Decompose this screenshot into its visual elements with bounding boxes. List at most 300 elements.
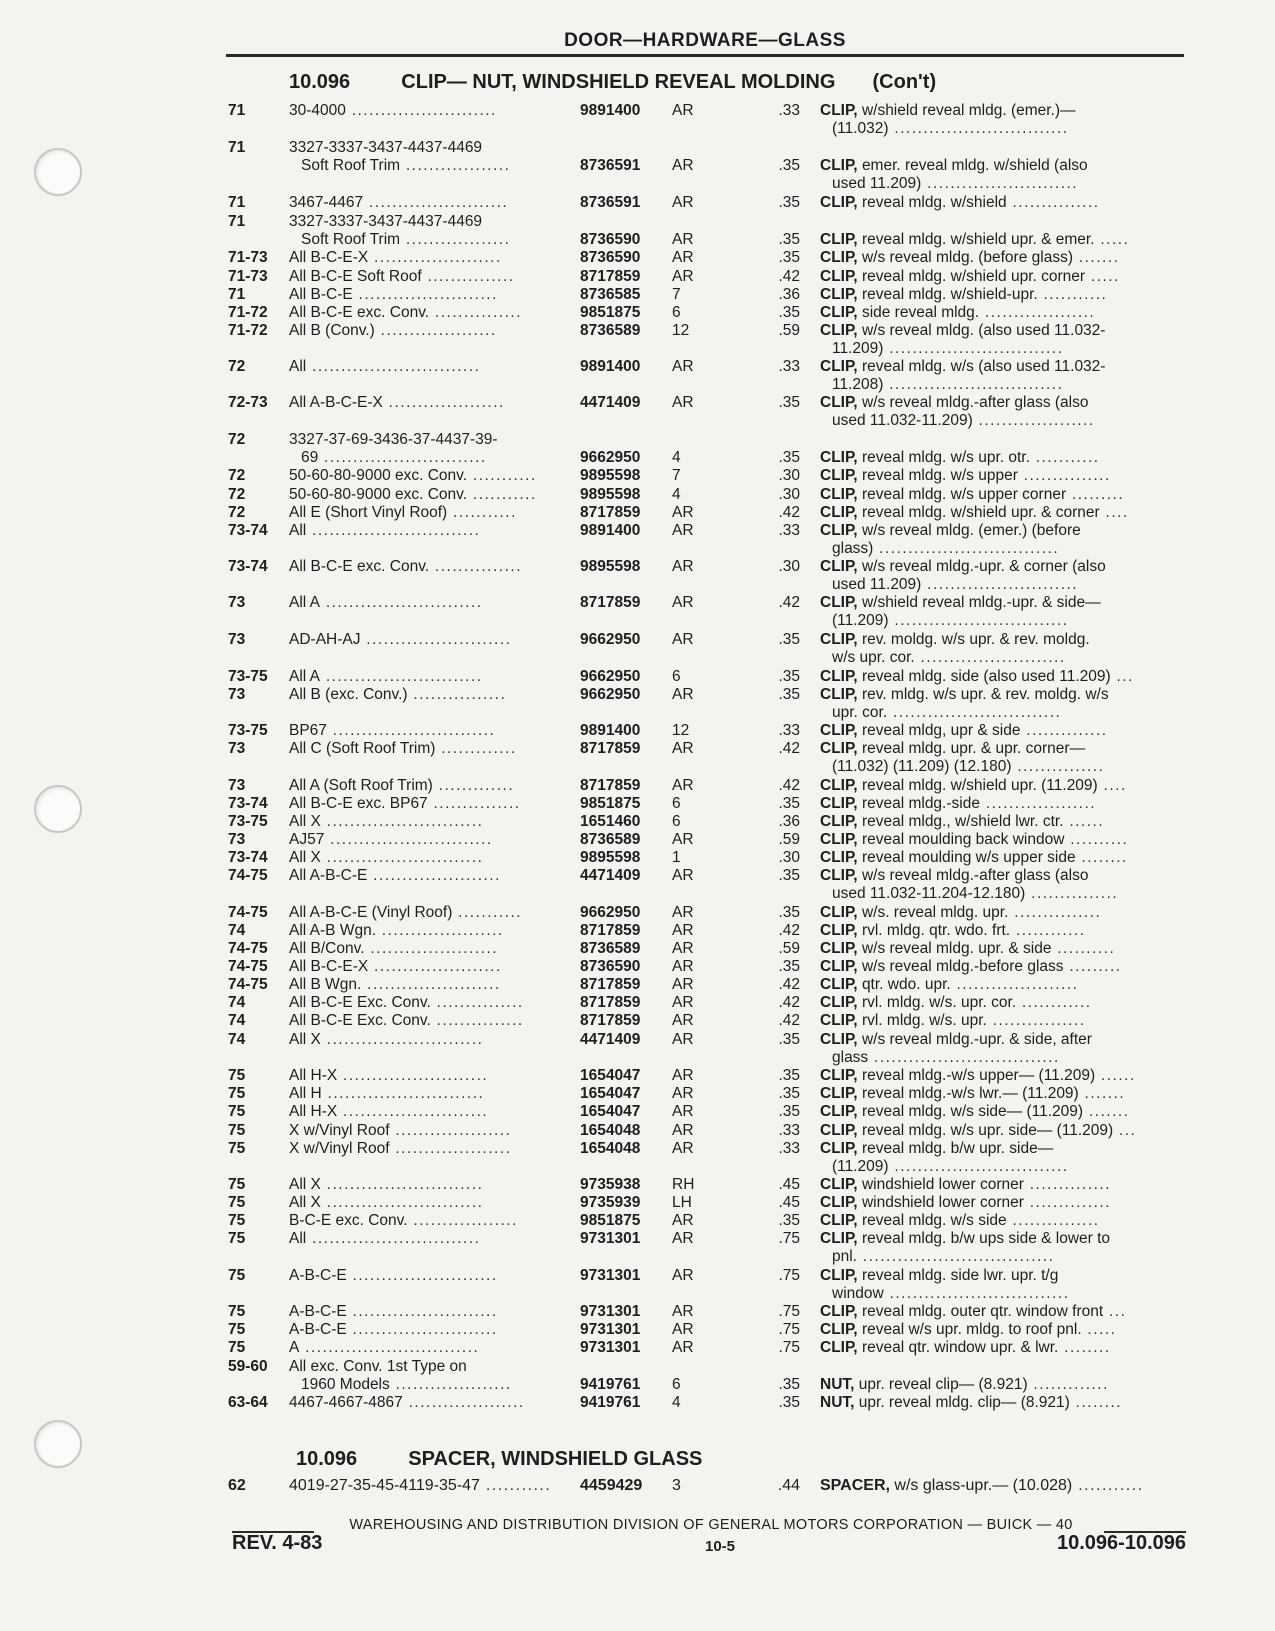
description-cell: CLIP, reveal mldg. w/s side— (11.209) .......	[820, 1103, 1130, 1120]
part-description: rvl. mldg. w/s. upr.	[861, 1012, 987, 1029]
table-row	[0, 794, 1275, 813]
year-cell: 72	[228, 467, 246, 484]
quantity-cell: AR	[672, 1267, 694, 1284]
table-row	[0, 430, 1275, 466]
model-cell: X w/Vinyl Roof ....................	[289, 1140, 512, 1157]
part-name: CLIP,	[820, 795, 858, 812]
description-cell	[820, 156, 1188, 175]
part-name: CLIP,	[820, 813, 858, 830]
table-row	[0, 812, 1275, 831]
table-row	[0, 1229, 1275, 1265]
model-cell: All X ...........................	[289, 849, 484, 866]
part-number-cell: 9662950	[580, 686, 641, 703]
part-description: reveal mldg. upr. & upr. corner—	[861, 740, 1086, 757]
description-cell	[820, 521, 1188, 540]
year-cell: 75	[228, 1103, 246, 1120]
model-cell: All H-X .........................	[289, 1067, 489, 1084]
year-cell: 73-75	[228, 813, 268, 830]
quantity-cell: AR	[672, 1012, 694, 1029]
part-name: CLIP,	[820, 922, 858, 939]
part-number-cell: 9851875	[580, 1212, 641, 1229]
table-row	[0, 285, 1275, 304]
header-rule	[226, 54, 1184, 57]
price-cell: .35	[778, 1394, 800, 1411]
part-description: reveal mldg. outer qtr. window front	[861, 1303, 1104, 1320]
part-number-cell: 1654047	[580, 1085, 641, 1102]
table-row	[0, 248, 1275, 267]
quantity-cell: AR	[672, 358, 694, 375]
model-cell: All A (Soft Roof Trim) .............	[289, 777, 515, 794]
quantity-cell: AR	[672, 958, 694, 975]
year-cell: 59-60	[228, 1358, 268, 1375]
year-cell: 75	[228, 1194, 246, 1211]
description-cell: CLIP, reveal mldg. side (also used 11.209) ...	[820, 668, 1134, 685]
footer-division: WAREHOUSING AND DISTRIBUTION DIVISION OF GENERAL MOTORS CORPORATION — BUICK — 40	[349, 1517, 1073, 1533]
table-row	[0, 393, 1275, 429]
price-cell: .75	[778, 1339, 800, 1356]
table-row	[0, 1211, 1275, 1230]
model-cell: All B-C-E-X ......................	[289, 958, 502, 975]
price-cell: .35	[778, 194, 800, 211]
quantity-cell: 6	[672, 1376, 681, 1393]
revision-label: REV. 4-83	[232, 1532, 323, 1554]
description-cell: CLIP, windshield lower corner ..............	[820, 1194, 1112, 1211]
part-description: reveal mldg. w/shield upr. & emer.	[861, 231, 1095, 248]
quantity-cell: AR	[672, 994, 694, 1011]
part-description: w/s reveal mldg.-after glass (also	[861, 867, 1089, 884]
price-cell: .42	[778, 922, 800, 939]
description-cell: CLIP, w/s reveal mldg.-before glass .........	[820, 958, 1122, 975]
part-number-cell: 9662950	[580, 668, 641, 685]
year-cell: 71-73	[228, 249, 268, 266]
table-row	[0, 1357, 1275, 1393]
part-number-cell: 9895598	[580, 849, 641, 866]
price-cell: .35	[778, 958, 800, 975]
model-cell: 3327-3337-3437-4437-4469	[289, 213, 483, 230]
part-name: CLIP,	[820, 740, 858, 757]
part-number-cell: 9895598	[580, 486, 641, 503]
year-cell: 72	[228, 504, 246, 521]
description-cell: CLIP, reveal qtr. window upr. & lwr. ........	[820, 1339, 1111, 1356]
part-name: NUT,	[820, 1394, 855, 1411]
quantity-cell: AR	[672, 922, 694, 939]
model-cell-continued: 1960 Models ....................	[301, 1376, 512, 1393]
year-cell: 75	[228, 1321, 246, 1338]
quantity-cell: AR	[672, 249, 694, 266]
part-name: CLIP,	[820, 304, 858, 321]
table-row	[0, 721, 1275, 740]
part-description: reveal mldg. b/w ups side & lower to	[861, 1230, 1111, 1247]
section-heading-clip	[289, 71, 936, 93]
section-heading-spacer	[296, 1448, 702, 1470]
part-description: w/s glass-upr.— (10.028)	[894, 1477, 1073, 1494]
part-description: w/s reveal mldg.-upr. & corner (also	[861, 558, 1106, 575]
price-cell: .35	[778, 686, 800, 703]
price-cell: .30	[778, 467, 800, 484]
part-name: CLIP,	[820, 358, 858, 375]
description-cell: CLIP, reveal mldg. w/shield upr. corner .....	[820, 268, 1120, 285]
price-cell: .35	[778, 1085, 800, 1102]
price-cell: .35	[778, 795, 800, 812]
part-description: upr. reveal clip— (8.921)	[858, 1376, 1028, 1393]
quantity-cell: 4	[672, 486, 681, 503]
table-row	[0, 830, 1275, 849]
part-name: CLIP,	[820, 686, 858, 703]
part-number-cell: 9731301	[580, 1267, 641, 1284]
description-cell	[820, 685, 1188, 704]
year-cell: 71	[228, 213, 246, 230]
quantity-cell: AR	[672, 594, 694, 611]
price-cell: .44	[777, 1477, 800, 1494]
part-number-cell: 9891400	[580, 358, 641, 375]
part-name: CLIP,	[820, 1085, 858, 1102]
price-cell: .33	[778, 358, 800, 375]
price-cell: .42	[778, 268, 800, 285]
part-number-cell: 9891400	[580, 102, 641, 119]
quantity-cell: 12	[672, 322, 690, 339]
price-cell: .35	[778, 304, 800, 321]
description-cell	[820, 1030, 1188, 1049]
quantity-cell: 6	[672, 304, 681, 321]
quantity-cell: AR	[672, 157, 694, 174]
table-row	[0, 485, 1275, 504]
description-cell	[820, 357, 1188, 376]
model-cell: All A-B Wgn. .....................	[289, 922, 504, 939]
part-number-cell: 8736589	[580, 831, 641, 848]
quantity-cell: AR	[672, 631, 694, 648]
table-row	[0, 138, 1275, 192]
price-cell: .35	[778, 449, 800, 466]
year-cell: 73-74	[228, 558, 268, 575]
price-cell: .36	[778, 286, 800, 303]
table-row	[0, 267, 1275, 286]
part-number-cell: 9895598	[580, 558, 641, 575]
description-continued: upr. cor. .............................	[832, 704, 1062, 721]
year-cell: 63-64	[228, 1394, 268, 1411]
part-number-cell: 8717859	[580, 504, 641, 521]
table-row	[0, 503, 1275, 522]
price-cell: .35	[778, 867, 800, 884]
part-number-cell: 9891400	[580, 522, 641, 539]
price-cell: .42	[778, 777, 800, 794]
table-row	[0, 866, 1275, 902]
model-cell: 30-4000 .........................	[289, 102, 497, 119]
part-description: reveal mldg. side lwr. upr. t/g	[861, 1267, 1059, 1284]
part-number-cell: 8736591	[580, 157, 641, 174]
year-cell: 74-75	[228, 940, 268, 957]
table-row	[0, 1139, 1275, 1175]
part-name: CLIP,	[820, 504, 858, 521]
model-cell: All B (exc. Conv.) ................	[289, 686, 507, 703]
description-cell: CLIP, reveal mldg. w/s upper corner .........	[820, 486, 1125, 503]
part-number-cell: 8717859	[580, 1012, 641, 1029]
year-cell: 73-75	[228, 722, 268, 739]
model-cell: 3327-37-69-3436-37-4437-39-	[289, 431, 498, 448]
year-cell: 72	[228, 431, 246, 448]
model-cell: All X ...........................	[289, 1176, 484, 1193]
description-cell: CLIP, reveal moulding w/s upper side ........	[820, 849, 1128, 866]
quantity-cell: AR	[672, 1067, 694, 1084]
year-cell: 72	[228, 358, 246, 375]
part-name: CLIP,	[820, 831, 858, 848]
year-cell: 72-73	[228, 394, 268, 411]
part-name: CLIP,	[820, 231, 858, 248]
page-number: 10-5	[704, 1538, 736, 1555]
description-cell: CLIP, reveal mldg. w/shield-upr. ...........	[820, 286, 1108, 303]
price-cell: .75	[778, 1230, 800, 1247]
part-description: emer. reveal mldg. w/shield (also	[861, 157, 1088, 174]
part-number-cell: 4471409	[580, 867, 641, 884]
price-cell: .42	[778, 504, 800, 521]
model-cell: All exc. Conv. 1st Type on	[289, 1358, 467, 1375]
year-cell: 71	[228, 194, 246, 211]
year-cell: 74	[228, 994, 246, 1011]
description-cell	[820, 1229, 1188, 1248]
quantity-cell: AR	[672, 1212, 694, 1229]
table-row	[0, 101, 1275, 137]
part-name: CLIP,	[820, 722, 858, 739]
part-name: CLIP,	[820, 1303, 858, 1320]
part-description: side reveal mldg.	[861, 304, 980, 321]
description-cell: CLIP, w/s. reveal mldg. upr. ...............	[820, 904, 1102, 921]
part-name: CLIP,	[820, 1194, 858, 1211]
model-cell: All A-B-C-E (Vinyl Roof) ...........	[289, 904, 523, 921]
part-description: reveal mldg. w/s upper	[861, 467, 1018, 484]
part-name: CLIP,	[820, 558, 858, 575]
part-number-cell: 9731301	[580, 1303, 641, 1320]
quantity-cell: AR	[672, 1085, 694, 1102]
price-cell: .35	[778, 1103, 800, 1120]
year-cell: 74	[228, 922, 246, 939]
description-cell: CLIP, reveal mldg. w/shield upr. (11.209) ....	[820, 777, 1127, 794]
price-cell: .35	[778, 249, 800, 266]
description-continued: (11.032) (11.209) (12.180) ...............	[832, 758, 1105, 775]
part-description: reveal mldg, upr & side	[861, 722, 1021, 739]
price-cell: .75	[778, 1267, 800, 1284]
description-cell	[820, 593, 1188, 612]
description-cell: CLIP, reveal mldg. w/shield upr. & emer. .....	[820, 231, 1130, 248]
description-cell: CLIP, reveal mldg.-w/s upper— (11.209) ......	[820, 1067, 1136, 1084]
table-row	[0, 939, 1275, 958]
part-description: rev. mldg. w/s upr. & rev. moldg. w/s	[861, 686, 1109, 703]
year-cell: 73-74	[228, 522, 268, 539]
description-cell: CLIP, side reveal mldg. ...................	[820, 304, 1096, 321]
part-number-cell: 1654047	[580, 1067, 641, 1084]
part-name: CLIP,	[820, 157, 858, 174]
model-cell-continued: Soft Roof Trim ..................	[301, 231, 511, 248]
part-number-cell: 8736589	[580, 940, 641, 957]
year-cell: 73	[228, 631, 246, 648]
quantity-cell: 6	[672, 795, 681, 812]
quantity-cell: AR	[672, 1339, 694, 1356]
part-description: w/s reveal mldg. (before glass)	[861, 249, 1073, 266]
part-description: windshield lower corner	[861, 1194, 1024, 1211]
year-cell: 75	[228, 1339, 246, 1356]
year-cell: 75	[228, 1085, 246, 1102]
table-row	[0, 921, 1275, 940]
price-cell: .35	[778, 631, 800, 648]
description-cell: CLIP, reveal mldg., w/shield lwr. ctr. ......	[820, 813, 1105, 830]
year-cell: 74-75	[228, 976, 268, 993]
part-description: reveal mldg. w/s upr. otr.	[861, 449, 1030, 466]
part-name: CLIP,	[820, 467, 858, 484]
description-cell: CLIP, reveal mldg. w/s upper ...............	[820, 467, 1111, 484]
year-cell: 71	[228, 286, 246, 303]
year-cell: 73-75	[228, 668, 268, 685]
description-continued: glass ................................	[832, 1049, 1060, 1066]
table-row	[0, 1266, 1275, 1302]
part-name: CLIP,	[820, 594, 858, 611]
description-cell	[820, 101, 1188, 120]
part-description: reveal mldg.-w/s lwr.— (11.209)	[861, 1085, 1079, 1102]
binder-hole-bottom	[34, 1420, 82, 1468]
model-cell: All B-C-E Exc. Conv. ...............	[289, 1012, 524, 1029]
quantity-cell: AR	[672, 686, 694, 703]
model-cell: B-C-E exc. Conv. ..................	[289, 1212, 518, 1229]
part-description: reveal moulding back window	[861, 831, 1065, 848]
part-number-cell: 8717859	[580, 268, 641, 285]
table-row	[0, 630, 1275, 666]
part-description: w/s reveal mldg.-after glass (also	[861, 394, 1089, 411]
price-cell: .42	[778, 740, 800, 757]
part-number-cell: 9851875	[580, 795, 641, 812]
model-cell: 3327-3337-3437-4437-4469	[289, 139, 483, 156]
year-cell: 74-75	[228, 904, 268, 921]
part-name: CLIP,	[820, 867, 858, 884]
part-number-cell: 4471409	[580, 394, 641, 411]
price-cell: .36	[778, 813, 800, 830]
table-row	[0, 1476, 1275, 1495]
part-description: w/s reveal mldg.-before glass	[861, 958, 1064, 975]
part-name: CLIP,	[820, 1176, 858, 1193]
table-row	[0, 357, 1275, 393]
model-cell: All B-C-E Exc. Conv. ...............	[289, 994, 524, 1011]
model-cell: AJ57 ............................	[289, 831, 493, 848]
description-cell: CLIP, reveal mldg. w/s upr. side— (11.209) ...	[820, 1122, 1137, 1139]
table-row	[0, 957, 1275, 976]
part-number-cell: 8736590	[580, 958, 641, 975]
part-number-cell: 8717859	[580, 594, 641, 611]
table-row	[0, 1066, 1275, 1085]
quantity-cell: 7	[672, 467, 681, 484]
part-description: reveal mldg. w/shield-upr.	[861, 286, 1038, 303]
price-cell: .30	[778, 558, 800, 575]
part-name: CLIP,	[820, 322, 858, 339]
table-row	[0, 848, 1275, 867]
description-cell	[820, 1266, 1188, 1285]
part-name: CLIP,	[820, 994, 858, 1011]
year-cell: 75	[228, 1122, 246, 1139]
model-cell: X w/Vinyl Roof ....................	[289, 1122, 512, 1139]
model-cell: A-B-C-E .........................	[289, 1321, 498, 1338]
model-cell: All A-B-C-E-X ....................	[289, 394, 505, 411]
quantity-cell: AR	[672, 867, 694, 884]
quantity-cell: AR	[672, 102, 694, 119]
table-row	[0, 1084, 1275, 1103]
year-cell: 71	[228, 102, 246, 119]
part-number-cell: 4459429	[580, 1477, 643, 1494]
part-description: reveal qtr. window upr. & lwr.	[861, 1339, 1059, 1356]
price-cell: .35	[778, 1376, 800, 1393]
table-row	[0, 1011, 1275, 1030]
table-row	[0, 1302, 1275, 1321]
description-cell: CLIP, reveal mldg. outer qtr. window front ...	[820, 1303, 1127, 1320]
part-number-cell: 8717859	[580, 777, 641, 794]
quantity-cell: 4	[672, 1394, 681, 1411]
part-description: reveal mldg., w/shield lwr. ctr.	[861, 813, 1064, 830]
description-cell: CLIP, rvl. mldg. w/s. upr. ................	[820, 1012, 1086, 1029]
part-description: reveal mldg. w/s side	[861, 1212, 1007, 1229]
model-cell: All H-X .........................	[289, 1103, 489, 1120]
part-number-cell: 8736590	[580, 249, 641, 266]
quantity-cell: AR	[672, 976, 694, 993]
table-row	[0, 1338, 1275, 1357]
description-cell: CLIP, reveal mldg. w/s upr. otr. ...........	[820, 449, 1100, 466]
table-row	[0, 593, 1275, 629]
part-name: CLIP,	[820, 777, 858, 794]
price-cell: .42	[778, 594, 800, 611]
model-cell: All B-C-E Soft Roof ...............	[289, 268, 515, 285]
description-cell: CLIP, windshield lower corner ..............	[820, 1176, 1112, 1193]
year-cell: 72	[228, 486, 246, 503]
table-row	[0, 903, 1275, 922]
part-number-cell: 1654048	[580, 1122, 641, 1139]
quantity-cell: AR	[672, 558, 694, 575]
part-number-cell: 9662950	[580, 904, 641, 921]
part-name: CLIP,	[820, 958, 858, 975]
part-number-cell: 9735938	[580, 1176, 641, 1193]
table-row	[0, 776, 1275, 795]
quantity-cell: AR	[672, 231, 694, 248]
model-cell: All H ...........................	[289, 1085, 485, 1102]
year-cell: 75	[228, 1303, 246, 1320]
part-name: CLIP,	[820, 394, 858, 411]
part-name: CLIP,	[820, 1103, 858, 1120]
part-number-cell: 8717859	[580, 922, 641, 939]
part-name: CLIP,	[820, 940, 858, 957]
price-cell: .42	[778, 1012, 800, 1029]
model-cell: All B-C-E exc. BP67 ...............	[289, 795, 521, 812]
part-name: NUT,	[820, 1376, 855, 1393]
description-cell	[820, 739, 1188, 758]
quantity-cell: 6	[672, 668, 681, 685]
year-cell: 73-74	[228, 849, 268, 866]
quantity-cell: AR	[672, 504, 694, 521]
price-cell: .30	[778, 486, 800, 503]
table-row	[0, 557, 1275, 593]
description-cell: CLIP, w/s reveal mldg. (before glass) .......	[820, 249, 1120, 266]
year-cell: 73	[228, 740, 246, 757]
year-cell: 62	[228, 1477, 246, 1494]
price-cell: .33	[778, 102, 800, 119]
quantity-cell: 4	[672, 449, 681, 466]
price-cell: .35	[778, 668, 800, 685]
model-cell: All E (Short Vinyl Roof) ...........	[289, 504, 517, 521]
description-continued: 11.208) ..............................	[832, 376, 1064, 393]
quantity-cell: AR	[672, 1140, 694, 1157]
year-cell: 75	[228, 1176, 246, 1193]
part-description: rvl. mldg. w/s. upr. cor.	[861, 994, 1017, 1011]
quantity-cell: 7	[672, 286, 681, 303]
quantity-cell: AR	[672, 777, 694, 794]
part-description: w/s reveal mldg. (also used 11.032-	[861, 322, 1106, 339]
quantity-cell: AR	[672, 1303, 694, 1320]
model-cell: All A-B-C-E ......................	[289, 867, 501, 884]
year-cell: 75	[228, 1267, 246, 1284]
model-cell: 4019-27-35-45-4119-35-47 ...........	[289, 1477, 552, 1494]
price-cell: .59	[778, 322, 800, 339]
quantity-cell: AR	[672, 1031, 694, 1048]
